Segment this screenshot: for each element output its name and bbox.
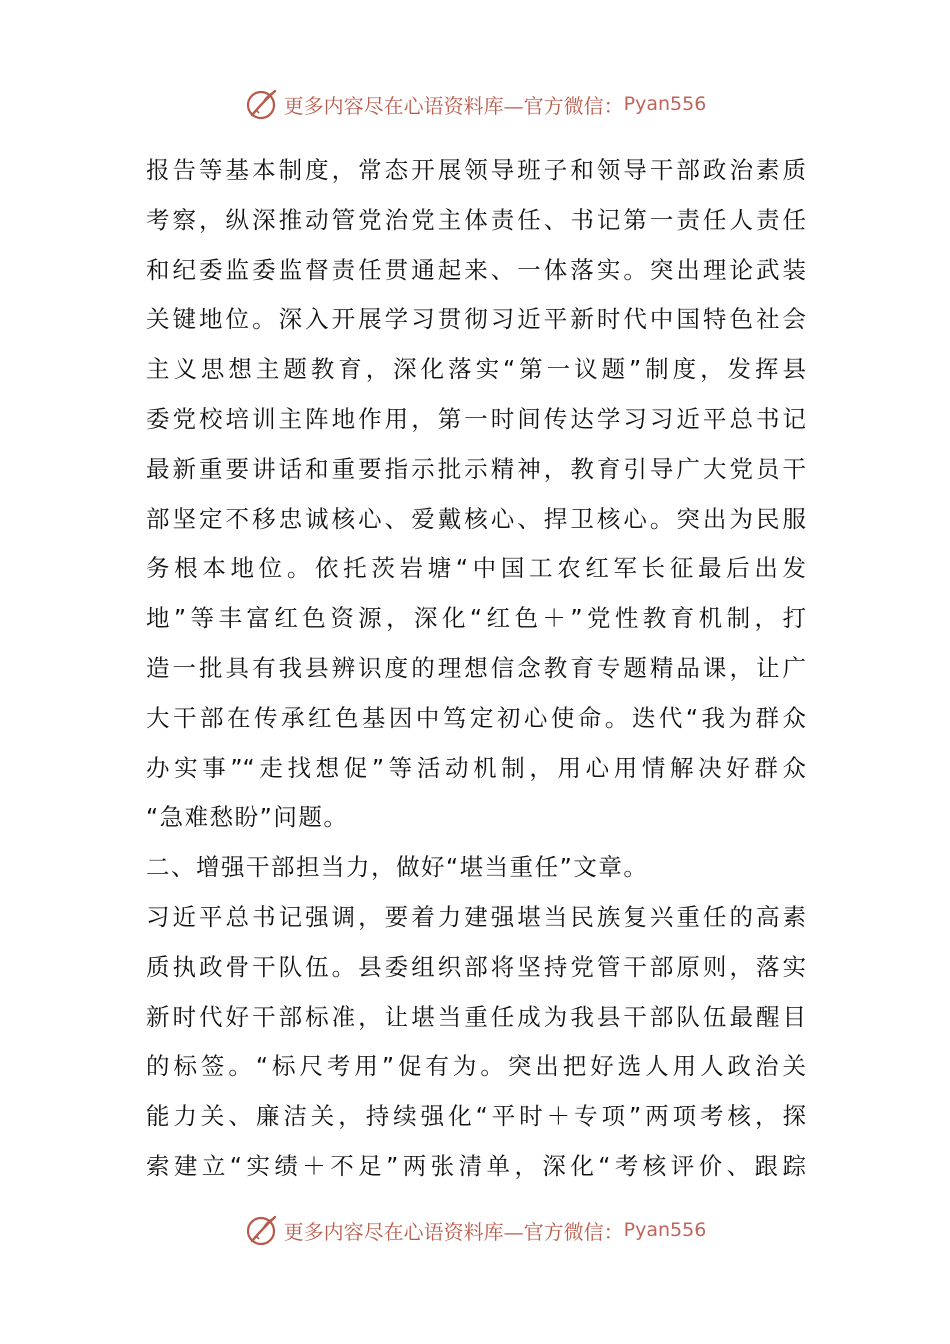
text-line: 委党校培训主阵地作用，第一时间传达学习习近平总书记 xyxy=(146,404,806,433)
text-line: 最新重要讲话和重要指示批示精神，教育引导广大党员干 xyxy=(146,454,806,483)
text-line: 关键地位。深入开展学习贯彻习近平新时代中国特色社会 xyxy=(146,305,806,334)
text-line: 质执政骨干队伍。县委组织部将坚持党管干部原则，落实 xyxy=(146,952,806,981)
footer-banner-wechat-id: Pyan556 xyxy=(623,1219,707,1241)
text-line: 能力关、廉洁关，持续强化“平时＋专项”两项考核，探 xyxy=(146,1102,806,1131)
section-heading: 二、增强干部担当力，做好“堪当重任”文章。 xyxy=(146,853,649,882)
header-banner xyxy=(0,84,950,124)
text-line: “急难愁盼”问题。 xyxy=(146,803,349,832)
text-line: 大干部在传承红色基因中笃定初心使命。迭代“我为群众 xyxy=(146,703,806,732)
footer-banner xyxy=(0,1210,950,1250)
text-line: 地”等丰富红色资源，深化“红色＋”党性教育机制，打 xyxy=(146,604,806,633)
text-line: 报告等基本制度，常态开展领导班子和领导干部政治素质 xyxy=(146,156,806,184)
footer-banner-text: 更多内容尽在心语资料库—官方微信： xyxy=(283,1219,624,1244)
text-line: 习近平总书记强调，要着力建强堪当民族复兴重任的高素 xyxy=(146,902,806,931)
quill-logo-icon xyxy=(244,86,280,122)
text-line: 务根本地位。依托茨岩塘“中国工农红军长征最后出发 xyxy=(146,554,806,583)
text-line: 部坚定不移忠诚核心、爱戴核心、捍卫核心。突出为民服 xyxy=(146,504,806,533)
text-line: 新时代好干部标准，让堪当重任成为我县干部队伍最醒目 xyxy=(146,1002,806,1031)
header-banner-text: 更多内容尽在心语资料库—官方微信： xyxy=(283,93,624,118)
text-line: 造一批具有我县辨识度的理想信念教育专题精品课，让广 xyxy=(146,653,806,682)
text-line: 考察，纵深推动管党治党主体责任、书记第一责任人责任 xyxy=(146,205,806,234)
text-line: 的标签。“标尺考用”促有为。突出把好选人用人政治关 xyxy=(146,1052,806,1081)
text-line: 主义思想主题教育，深化落实“第一议题”制度，发挥县 xyxy=(146,355,806,384)
quill-logo-icon xyxy=(244,1212,280,1248)
body-text xyxy=(146,146,806,1192)
text-line: 和纪委监委监督责任贯通起来、一体落实。突出理论武装 xyxy=(146,255,806,284)
text-line: 办实事”“走找想促”等活动机制，用心用情解决好群众 xyxy=(146,753,806,782)
text-line: 索建立“实绩＋不足”两张清单，深化“考核评价、跟踪 xyxy=(146,1151,806,1180)
header-banner-wechat-id: Pyan556 xyxy=(623,93,707,115)
